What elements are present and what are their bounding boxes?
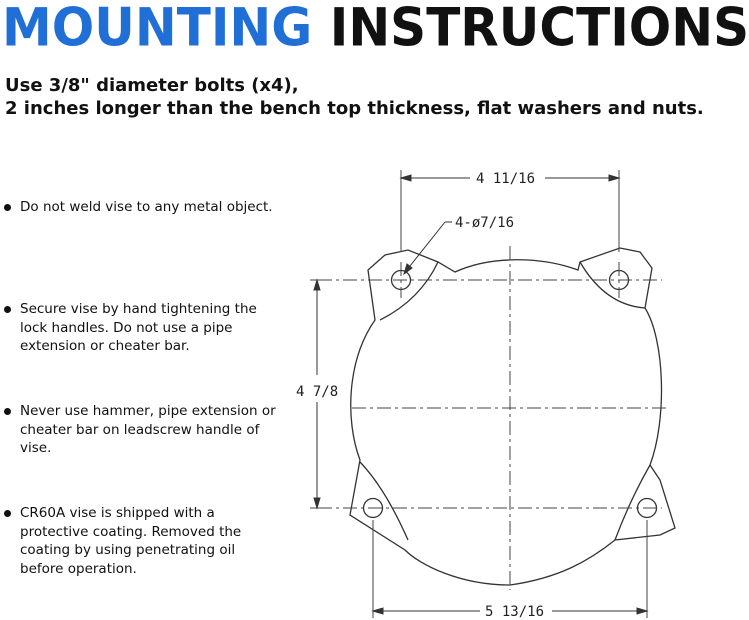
arrowhead [314, 498, 320, 508]
title-word-mounting: MOUNTING [2, 0, 313, 58]
arrowhead [373, 608, 383, 614]
instruction-item: Never use hammer, pipe extension or cheater bar on leadscrew handle of vise. [4, 402, 279, 458]
instruction-item: CR60A vise is shipped with a protective coating. Removed the coating by using penetrating oil before operation. [4, 504, 272, 578]
title-word-instructions: INSTRUCTIONS [329, 0, 749, 58]
arrowhead [401, 175, 411, 181]
ear-arc-top-right [580, 262, 645, 308]
hole-callout-label: 4-ø7/16 [455, 215, 515, 231]
dimension-bottom-label: 5 13/16 [485, 604, 545, 620]
plate-outline [350, 248, 675, 585]
instruction-item: Do not weld vise to any metal object. [4, 198, 304, 217]
arrowhead [637, 608, 647, 614]
dimension-left-label: 4 7/8 [296, 384, 339, 400]
ear-arc-bottom-right [615, 465, 650, 540]
bolt-spec-line-1: Use 3/8" diameter bolts (x4), [5, 75, 299, 96]
dimension-top-label: 4 11/16 [476, 171, 536, 187]
hole-leader-line [406, 222, 445, 271]
bolt-spec-line-2: 2 inches longer than the bench top thickness, flat washers and nuts. [5, 98, 704, 119]
instruction-item: Secure vise by hand tightening the lock handles. Do not use a pipe extension or cheater bar. [4, 300, 279, 356]
arrowhead [314, 280, 320, 290]
arrowhead [609, 175, 619, 181]
